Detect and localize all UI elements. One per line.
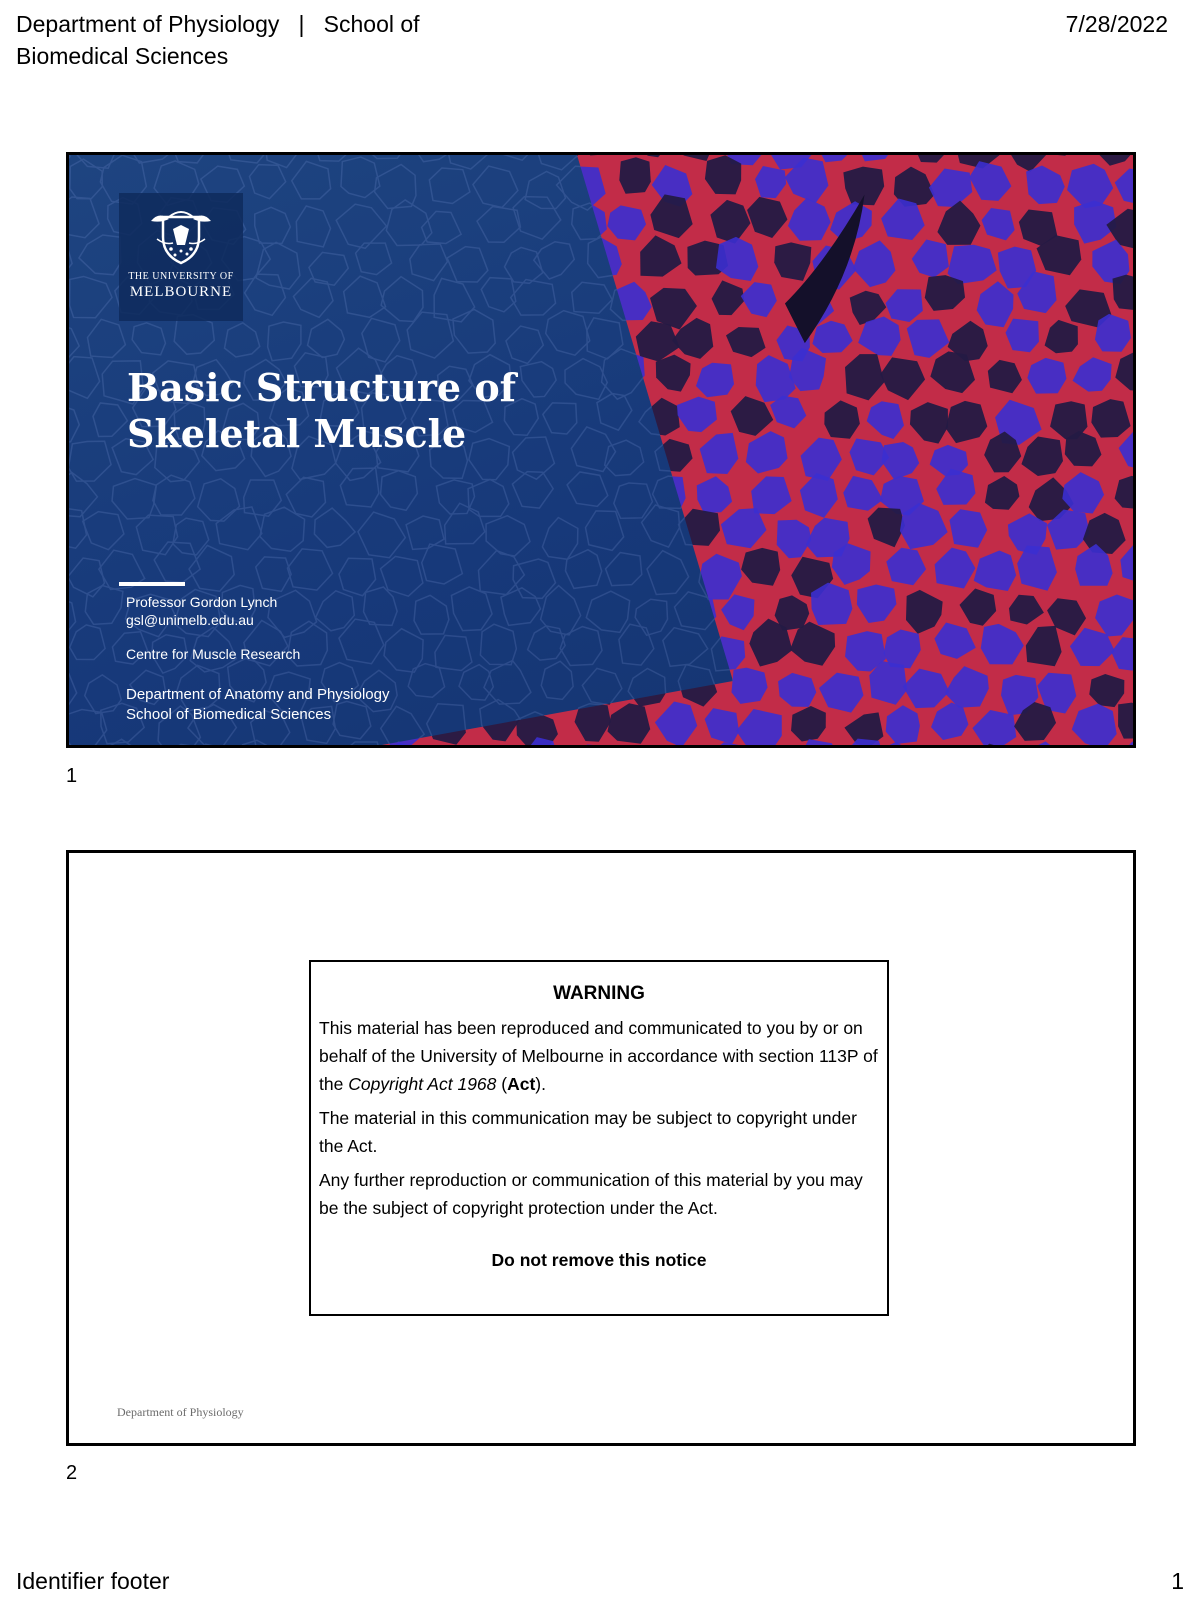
page-header (16, 8, 486, 72)
slide-1-title-slide (66, 152, 1136, 748)
page-number: 1 (1171, 1568, 1184, 1594)
school-name: School of Biomedical Sciences (126, 706, 332, 723)
copyright-warning-box (309, 960, 889, 1316)
department-name: Department of Anatomy and Physiology (126, 686, 390, 703)
page-footer-identifier: Identifier footer (16, 1568, 170, 1594)
title-line-2: Skeletal Muscle (127, 411, 467, 456)
university-logo (119, 193, 243, 321)
presenter-email: gsl@unimelb.edu.au (126, 612, 254, 628)
warning-paragraph-1: This material has been reproduced and communicated to you by or on behalf of the University of Melbourne in accordance with section 113P of the Copyright Act 1968 (Act). (319, 1018, 878, 1094)
slide-title (127, 365, 587, 457)
header-school: Biomedical Sciences (16, 43, 229, 69)
logo-text-line1: THE UNIVERSITY OF (128, 271, 234, 282)
warning-title: WARNING (553, 983, 645, 1004)
slide-number-1: 1 (66, 765, 78, 787)
header-department: Department of Physiology | School of (16, 11, 420, 37)
research-centre: Centre for Muscle Research (126, 646, 301, 662)
slide-number-2: 2 (66, 1462, 78, 1484)
warning-paragraph-3: Any further reproduction or communication of this material by you may be the subject of copyright protection under the Act. (319, 1170, 863, 1218)
header-date: 7/28/2022 (1065, 11, 1168, 37)
warning-paragraph-2: The material in this communication may be subject to copyright under the Act. (319, 1108, 857, 1156)
presenter-name: Professor Gordon Lynch (126, 594, 278, 610)
title-divider (119, 582, 185, 586)
warning-footer: Do not remove this notice (491, 1250, 707, 1270)
title-line-1: Basic Structure of (127, 365, 517, 410)
slide-footer-department: Department of Physiology (117, 1405, 244, 1419)
logo-text-line2: MELBOURNE (129, 284, 233, 300)
university-crest-icon (149, 207, 213, 265)
slide-2-copyright-notice (66, 850, 1136, 1446)
